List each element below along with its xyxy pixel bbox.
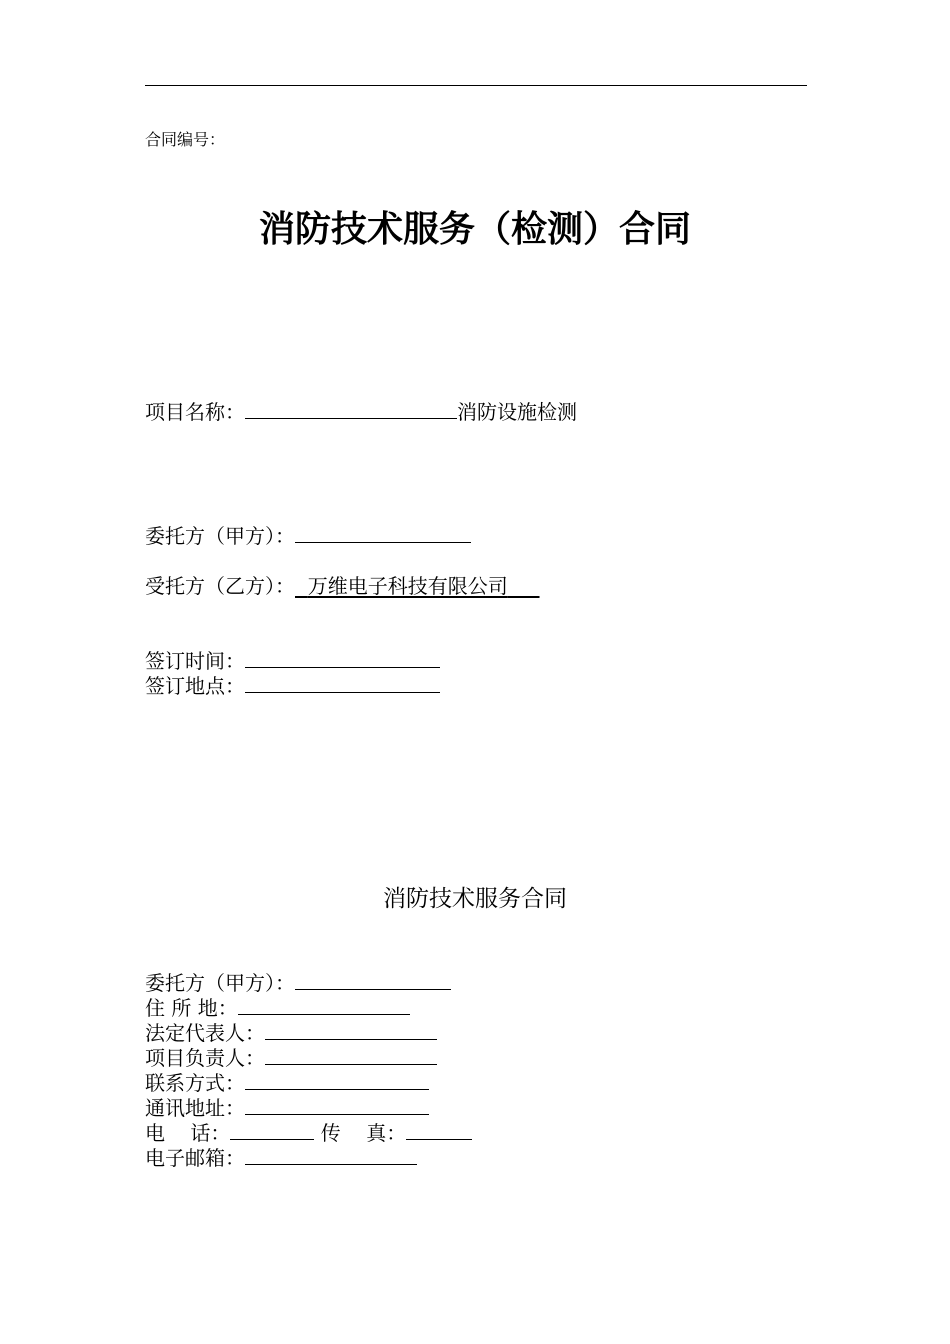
- top-rule: [145, 85, 807, 86]
- document-title: 消防技术服务（检测）合同: [258, 209, 691, 250]
- body-client-label: 委托方（甲方）：: [145, 971, 295, 995]
- project-lead-row: [145, 1046, 437, 1071]
- sign-place-row: [145, 674, 440, 699]
- project-name-value: 消防设施检测: [457, 400, 577, 424]
- contact-blank[interactable]: [245, 1073, 429, 1090]
- sign-time-blank[interactable]: [245, 651, 440, 668]
- phone-label: 电 话：: [145, 1121, 231, 1145]
- fax-blank[interactable]: [406, 1123, 472, 1140]
- contact-label: 联系方式：: [145, 1071, 245, 1095]
- project-name-row: [145, 400, 577, 425]
- client-blank[interactable]: [295, 526, 471, 543]
- address-row: [145, 996, 410, 1021]
- sign-time-row: [145, 649, 440, 674]
- email-blank[interactable]: [245, 1148, 417, 1165]
- client-label: 委托方（甲方）：: [145, 524, 295, 548]
- mail-address-blank[interactable]: [245, 1098, 429, 1115]
- project-name-blank[interactable]: [245, 402, 457, 419]
- client-row: [145, 524, 471, 549]
- legal-rep-row: [145, 1021, 437, 1046]
- project-lead-label: 项目负责人：: [145, 1046, 265, 1070]
- sign-time-label: 签订时间：: [145, 649, 245, 673]
- contractor-label: 受托方（乙方）：: [145, 574, 295, 598]
- contractor-row: [145, 574, 540, 599]
- mail-address-row: [145, 1096, 429, 1121]
- email-row: [145, 1146, 417, 1171]
- fax-label: 传 真：: [314, 1121, 407, 1145]
- body-subtitle: 消防技术服务合同: [383, 886, 567, 912]
- phone-fax-row: [145, 1121, 472, 1146]
- address-label: 住 所 地：: [145, 996, 238, 1020]
- email-label: 电子邮箱：: [145, 1146, 245, 1170]
- contractor-value: 万维电子科技有限公司: [307, 574, 508, 598]
- legal-rep-blank[interactable]: [265, 1023, 437, 1040]
- phone-blank[interactable]: [230, 1123, 314, 1140]
- body-client-blank[interactable]: [295, 973, 451, 990]
- sign-place-label: 签订地点：: [145, 674, 245, 698]
- mail-address-label: 通讯地址：: [145, 1096, 245, 1120]
- project-lead-blank[interactable]: [265, 1048, 437, 1065]
- sign-place-blank[interactable]: [245, 676, 440, 693]
- project-name-label: 项目名称：: [145, 400, 245, 424]
- legal-rep-label: 法定代表人：: [145, 1021, 265, 1045]
- address-blank[interactable]: [238, 998, 410, 1015]
- contract-number-label: 合同编号：: [145, 130, 226, 149]
- contact-row: [145, 1071, 429, 1096]
- body-client-row: [145, 971, 451, 996]
